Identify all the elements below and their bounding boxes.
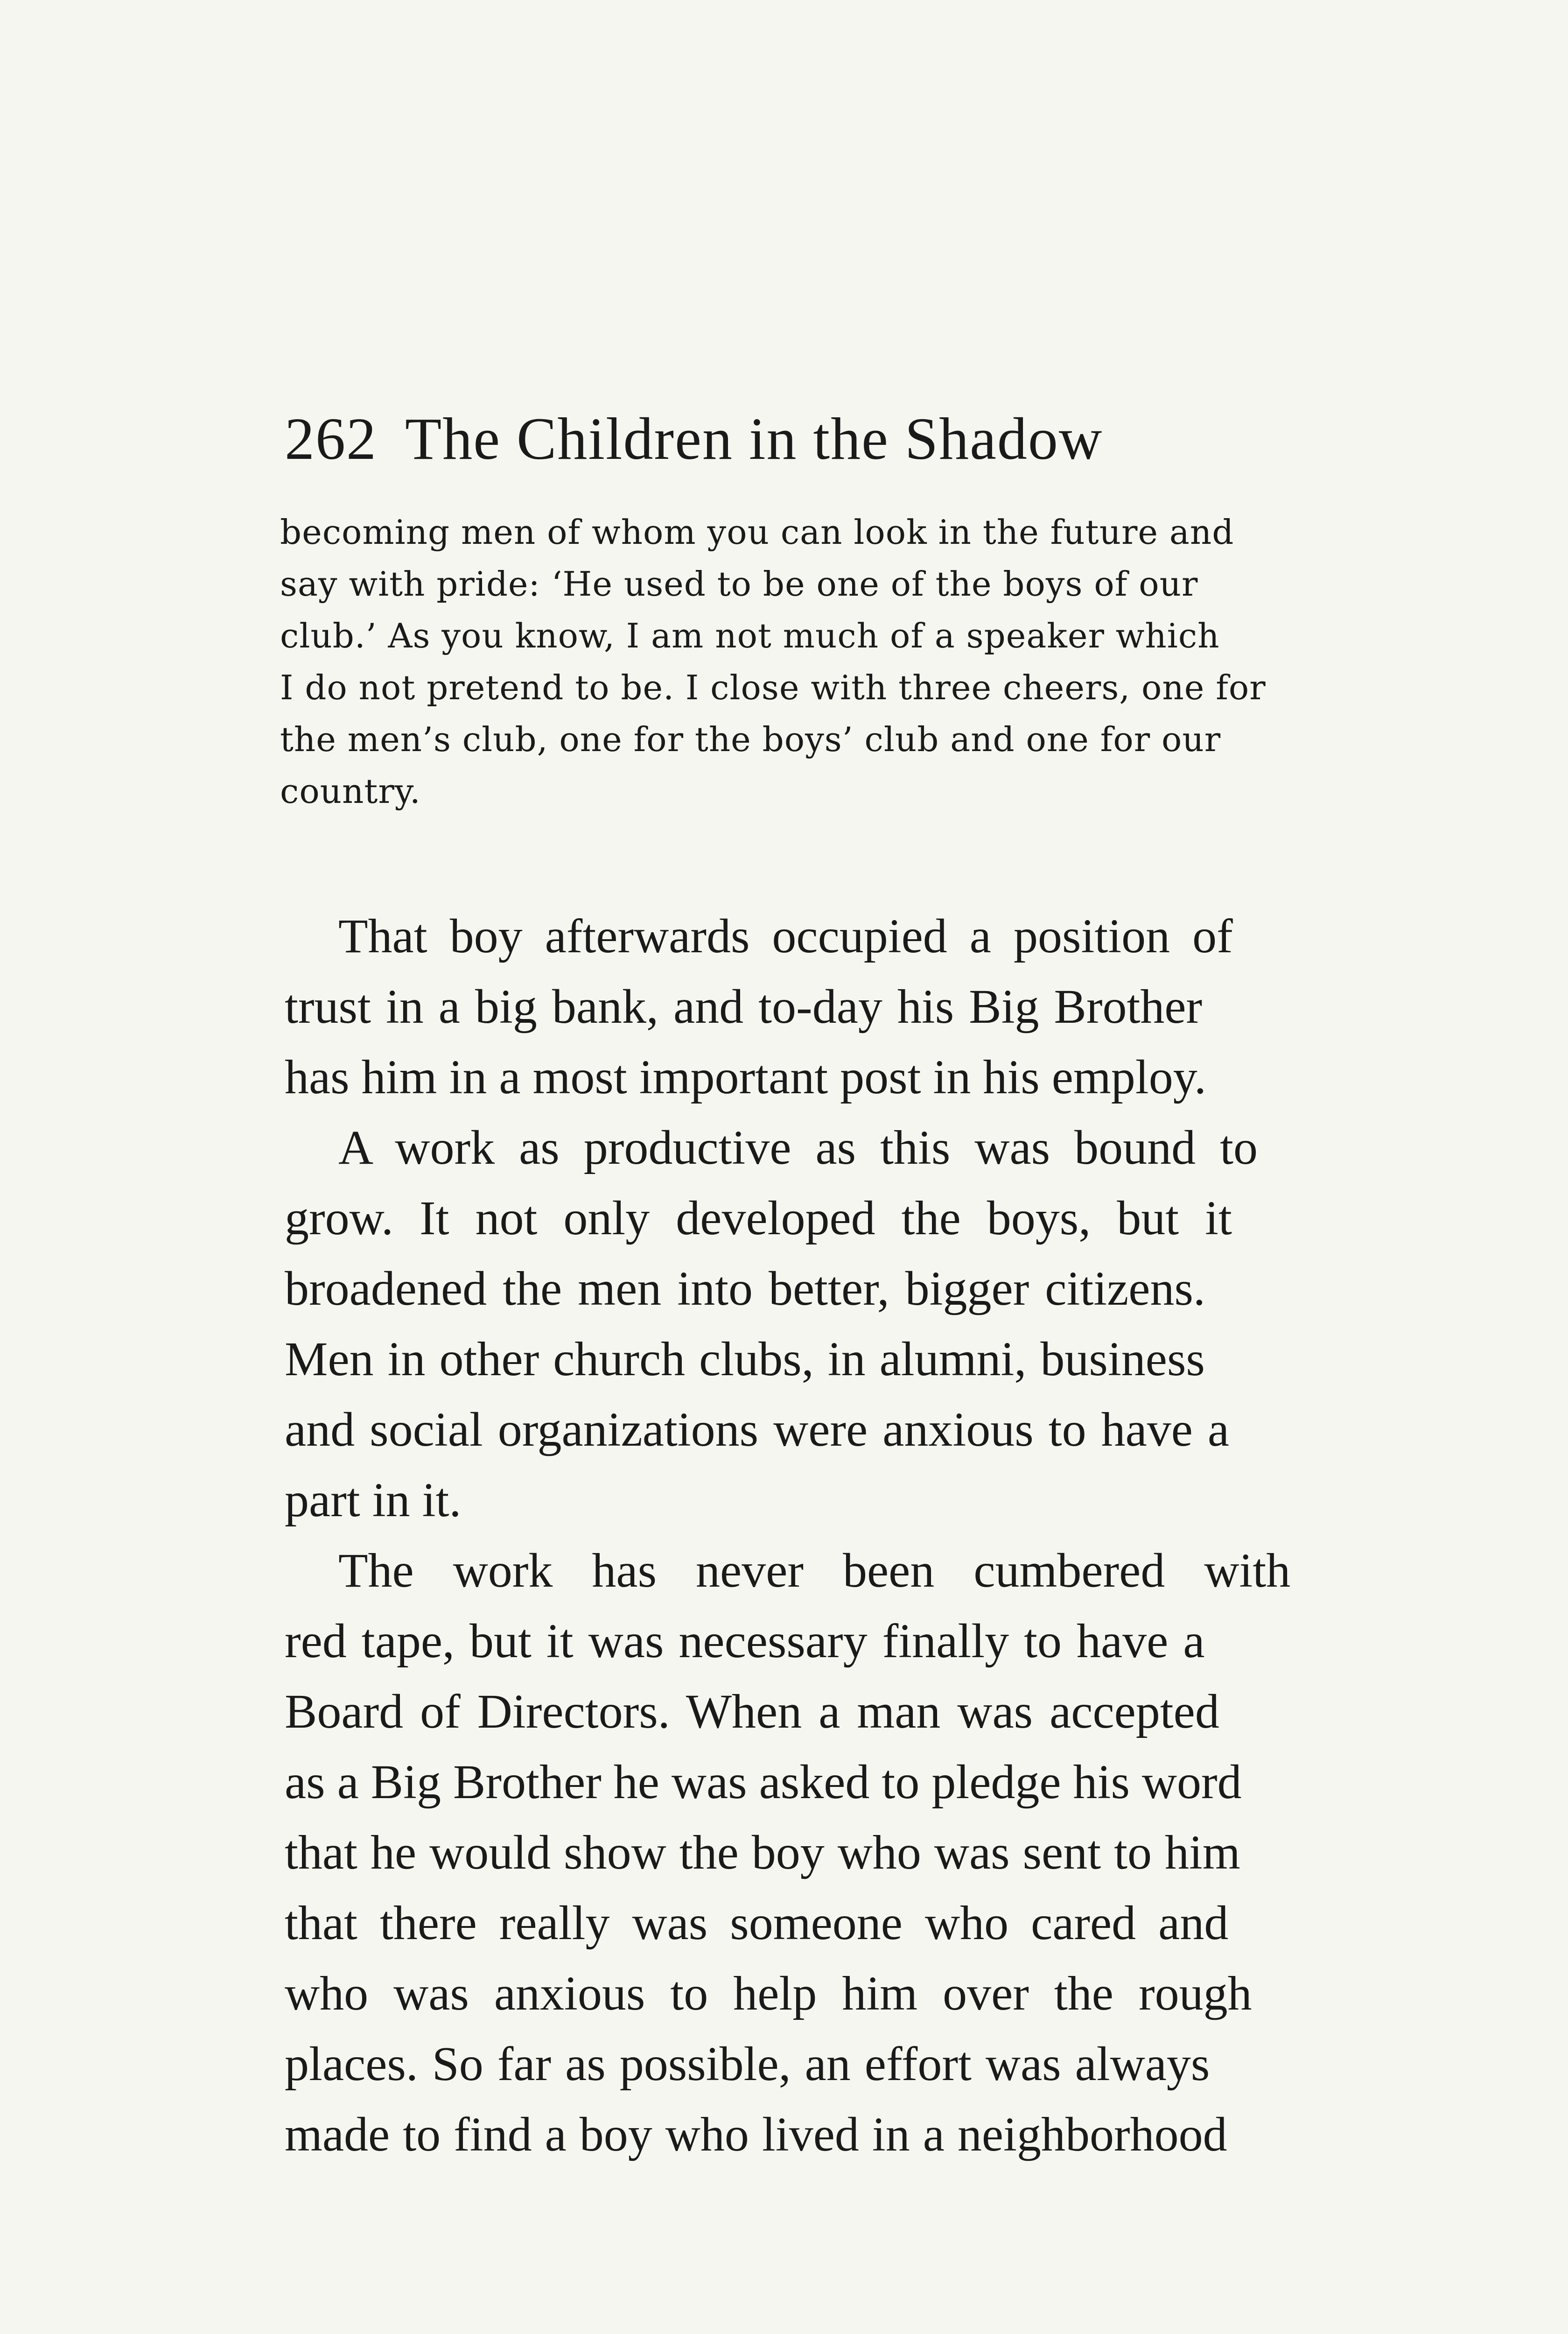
body-line: A work as productive as this was bound to [338,1121,1258,1174]
page-number: 262 [285,406,377,472]
body-line: Men in other church clubs, in alumni, business [285,1332,1205,1386]
quote-line: club.’ As you know, I am not much of a speaker which [280,616,1220,655]
quoted-speech [280,506,1414,817]
body-line: who was anxious to help him over the rough [285,1967,1252,2020]
body-line: that he would show the boy who was sent to him [285,1826,1240,1879]
body-line: that there really was someone who cared and [285,1896,1229,1950]
body-line: That boy afterwards occupied a position of [338,909,1233,963]
body-line: trust in a big bank, and to-day his Big Brother [285,980,1203,1033]
body-line: as a Big Brother he was asked to pledge his word [285,1755,1242,1809]
body-text [285,901,1437,2170]
body-line: broadened the men into better, bigger citizens. [285,1262,1205,1315]
body-line: Board of Directors. When a man was accepted [285,1685,1219,1738]
running-head [285,401,1265,476]
body-line: red tape, but it was necessary finally to have a [285,1614,1205,1668]
quote-line: say with pride: ‘He used to be one of the boys of our [280,564,1198,604]
body-line: places. So far as possible, an effort was always [285,2037,1210,2091]
body-line: The work has never been cumbered with [338,1544,1291,1597]
body-line: grow. It not only developed the boys, but it [285,1191,1232,1245]
body-line: made to find a boy who lived in a neighborhood [285,2108,1227,2161]
quote-line: becoming men of whom you can look in the future and [280,513,1234,552]
quote-line: the men’s club, one for the boys’ club and one for our [280,720,1221,759]
quote-line: I do not pretend to be. I close with three cheers, one for [280,668,1266,707]
body-line: part in it. [285,1473,462,1527]
quote-line: country. [280,772,421,811]
body-line: and social organizations were anxious to have a [285,1403,1230,1456]
body-line: has him in a most important post in his employ. [285,1050,1206,1104]
book-title: The Children in the Shadow [405,406,1103,472]
